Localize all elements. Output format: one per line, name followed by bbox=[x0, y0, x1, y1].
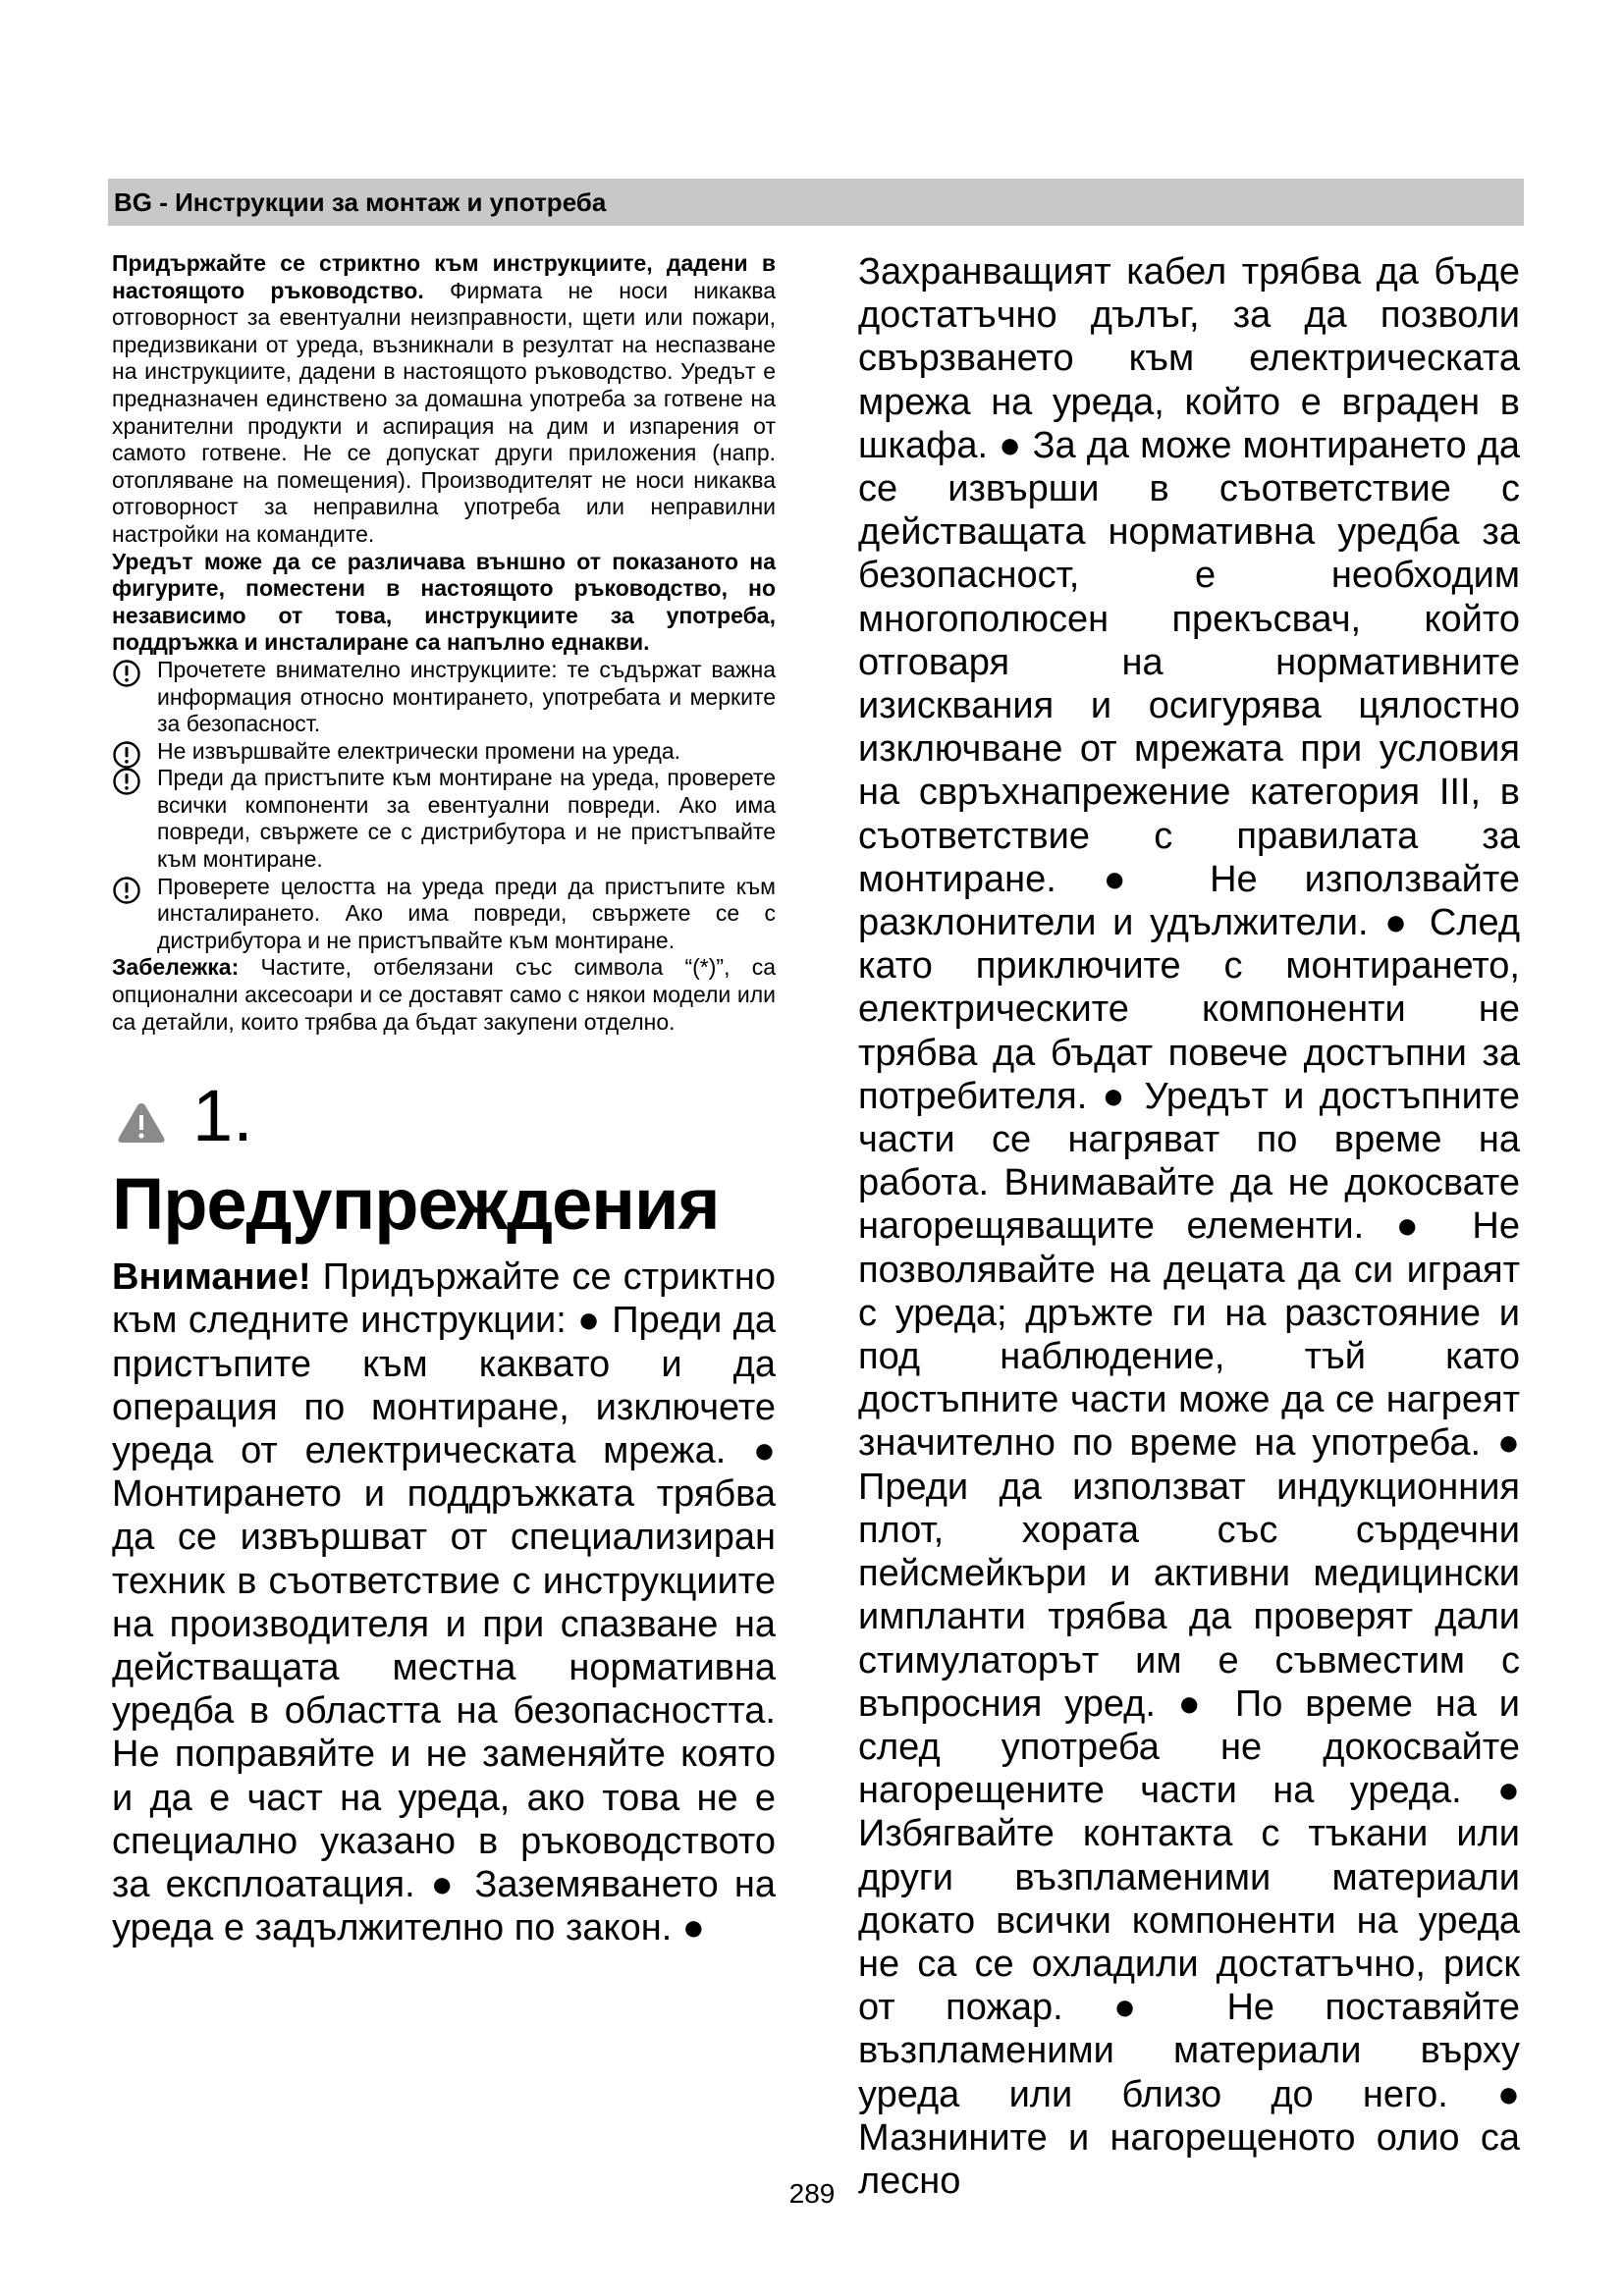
warnings-text-left: Придържайте се стриктно към следните инструкции: ● Преди да пристъпите към каквато и да операция по монтиране, изключете уреда от електрическата мрежа. ● Монтирането и поддръжката трябва да се извършват от специализиран техник в съответствие с инструкциите на производителя и при спазване на действащата местна нормативна уредба в областта на безопасността. Не поправяйте и не заменяйте която и да е част на уреда, ако това не е специално указано в ръководството за експлоатация. ● Заземяването на уреда е задължително по закон. ● bbox=[112, 1256, 776, 1949]
warning-text: Преди да пристъпите към монтиране на уреда, проверете всички компоненти за евентуални повреди. Ако има повреди, свържете се с дистрибутора и не пристъпвайте към монтиране. bbox=[157, 765, 776, 873]
intro-text: Фирмата не носи никаква отговорност за евентуални неизправности, щети или пожари, предизвикани от уреда, възникнали в резултат на неспазване на инструкциите, дадени в настоящото ръководство. Уредът е предназначен единствено за домашна употреба за готвене на хранителни продукти и аспирация на дим и изпарения от самото готвене. Не се допускат други приложения (напр. отопляване на помещения). Производителят не носи никаква отговорност за неправилна употреба или неправилни настройки на командите. bbox=[112, 277, 776, 547]
warning-item bbox=[112, 874, 776, 955]
right-column bbox=[858, 250, 1520, 2203]
intro-bold: Придържайте се стриктно към инструкциите, дадени в настоящото ръководство. bbox=[112, 250, 776, 303]
note-text: Частите, отбелязани със символа “(*)”, са опционални аксесоари и се доставят само с някои модели или са детайли, които трябва да бъдат закупени отделно. bbox=[112, 954, 776, 1035]
page-number: 289 bbox=[788, 2178, 836, 2209]
header-title: BG - Инструкции за монтаж и употреба bbox=[114, 187, 607, 217]
warning-triangle-icon bbox=[116, 1100, 167, 1146]
warning-item bbox=[112, 738, 776, 766]
header-bar bbox=[108, 179, 1524, 226]
warning-text: Не извършвайте електрически промени на уреда. bbox=[157, 737, 681, 764]
section-number: 1. bbox=[192, 1075, 253, 1157]
warning-item bbox=[112, 765, 776, 873]
note-paragraph bbox=[112, 954, 776, 1036]
appearance-note bbox=[112, 549, 776, 657]
warning-item bbox=[112, 657, 776, 738]
note-label: Забележка: bbox=[112, 954, 240, 981]
appearance-note-bold: Уредът може да се различава външно от показаното на фигурите, поместени в настоящото ръководство, но независимо от това, инструкциите за употреба, поддръжка и инсталиране са напълно еднакви. bbox=[112, 548, 776, 656]
section-heading bbox=[112, 1077, 776, 1155]
exclamation-circle-icon bbox=[112, 659, 141, 688]
exclamation-circle-icon bbox=[112, 767, 141, 796]
warnings-body-right: Захранващият кабел трябва да бъде достатъчно дълъг, за да позволи свързването към електрическата мрежа на уреда, който е вграден в шкафа. ● За да може монтирането да се извърши в съответствие с действащата нормативна уредба за безопасност, е необходим многополюсен прекъсвач, който отговаря на нормативните изисквания и осигурява цялостно изключване от мрежата при условия на свръхнапрежение категория III, в съответствие с правилата за монтиране. ● Не използвайте разклонители и удължители. ● След като приключите с монтирането, електрическите компоненти не трябва да бъдат повече достъпни за потребителя. ● Уредът и достъпните части се нагряват по време на работа. Внимавайте да не докосвате нагорещяващите елементи. ● Не позволявайте на децата да си играят с уреда; дръжте ги на разстояние и под наблюдение, тъй като достъпните части може да се нагреят значително по време на употреба. ● Преди да използват индукционния плот, хората със сърдечни пейсмейкъри и активни медицински импланти трябва да проверят дали стимулаторът им е съвместим с въпросния уред. ● По време на и след употреба не докосвайте нагорещените части на уреда. ● Избягвайте контакта с тъкани или други възпламеними материали докато всички компоненти на уреда не са се охладили достатъчно, риск от пожар. ● Не поставяйте възпламеними материали върху уреда или близо до него. ● Мазнините и нагорещеното олио са лесно bbox=[858, 251, 1520, 2202]
left-column bbox=[112, 250, 776, 1949]
exclamation-circle-icon bbox=[112, 876, 141, 905]
attention-label: Внимание! bbox=[112, 1256, 311, 1299]
warnings-body-left bbox=[112, 1255, 776, 1949]
intro-paragraph bbox=[112, 250, 776, 549]
warning-text: Прочетете внимателно инструкциите: те съдържат важна информация относно монтирането, употребата и мерките за безопасност. bbox=[157, 656, 776, 737]
warning-text: Проверете целостта на уреда преди да пристъпите към инсталирането. Ако има повреди, свържете се с дистрибутора и не пристъпвайте към монтиране. bbox=[157, 873, 776, 953]
section-title: Предупреждения bbox=[112, 1163, 720, 1246]
